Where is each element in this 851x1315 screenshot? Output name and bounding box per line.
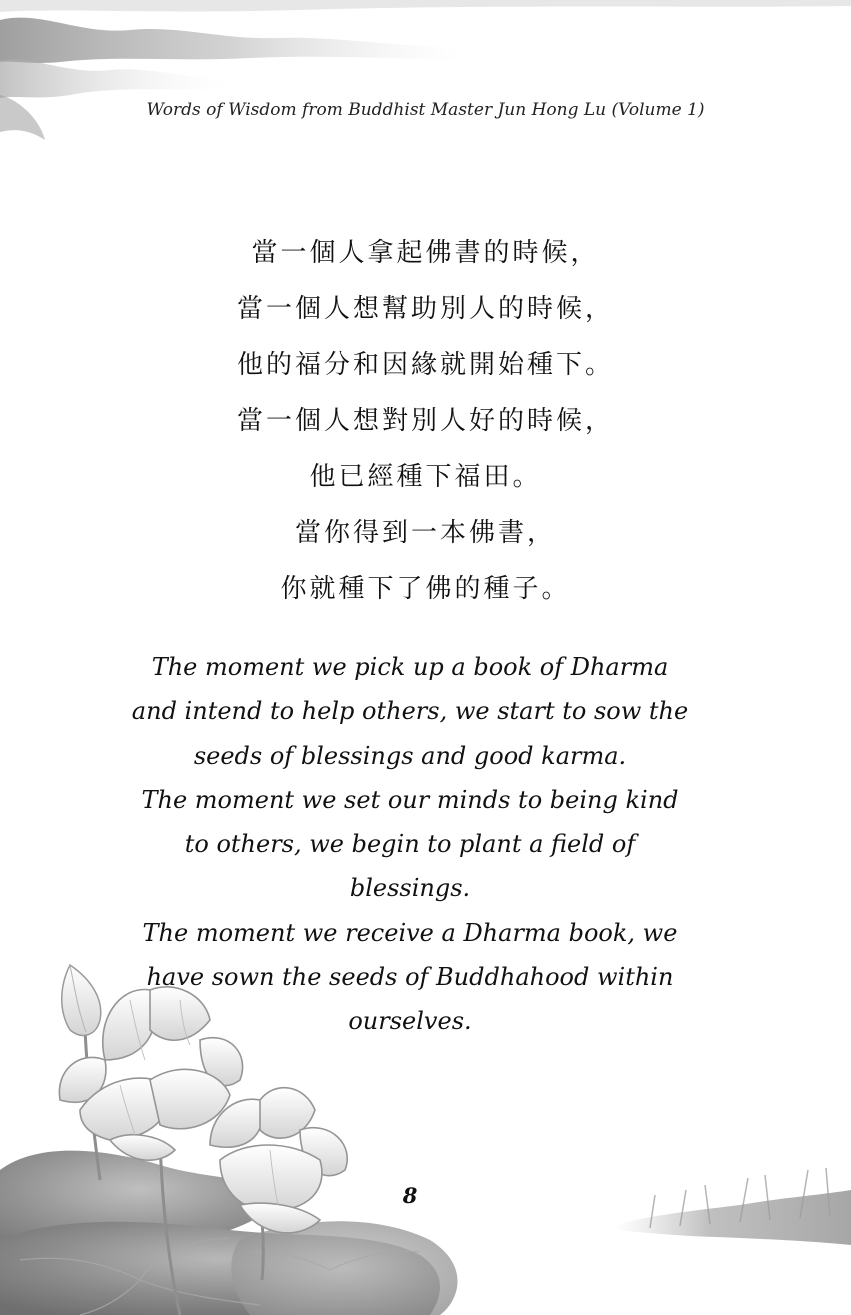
- chinese-verse: [0, 225, 851, 617]
- running-header: Words of Wisdom from Buddhist Master Jun Hong Lu (Volume 1): [146, 100, 705, 120]
- chinese-verse-line: 當一個人想對別人好的時候，: [236, 406, 614, 436]
- chinese-verse-line: 你就種下了佛的種子。: [280, 574, 571, 604]
- english-verse-line: The moment we pick up a book of Dharma: [151, 653, 669, 681]
- page-number: 8: [402, 1183, 418, 1208]
- chinese-verse-line: 當一個人拿起佛書的時候，: [251, 238, 600, 268]
- english-verse: [110, 645, 710, 1044]
- chinese-verse-line: 他已經種下福田。: [309, 462, 542, 492]
- english-verse-line: and intend to help others, we start to sow the: [131, 697, 689, 726]
- chinese-verse-line: 他的福分和因緣就開始種下。: [236, 350, 614, 380]
- chinese-verse-line: 當一個人想幫助別人的時候，: [236, 294, 614, 324]
- english-verse-line: The moment we set our minds to being kind: [141, 785, 679, 814]
- english-verse-line: to others, we begin to plant a field of: [184, 830, 636, 859]
- english-verse-line: blessings.: [349, 874, 471, 903]
- chinese-verse-line: 當你得到一本佛書，: [294, 518, 556, 548]
- english-verse-line: ourselves.: [348, 1007, 472, 1036]
- english-verse-line: have sown the seeds of Buddhahood within: [146, 963, 674, 992]
- english-verse-line: The moment we receive a Dharma book, we: [142, 918, 678, 947]
- english-verse-line: seeds of blessings and good karma.: [193, 741, 627, 770]
